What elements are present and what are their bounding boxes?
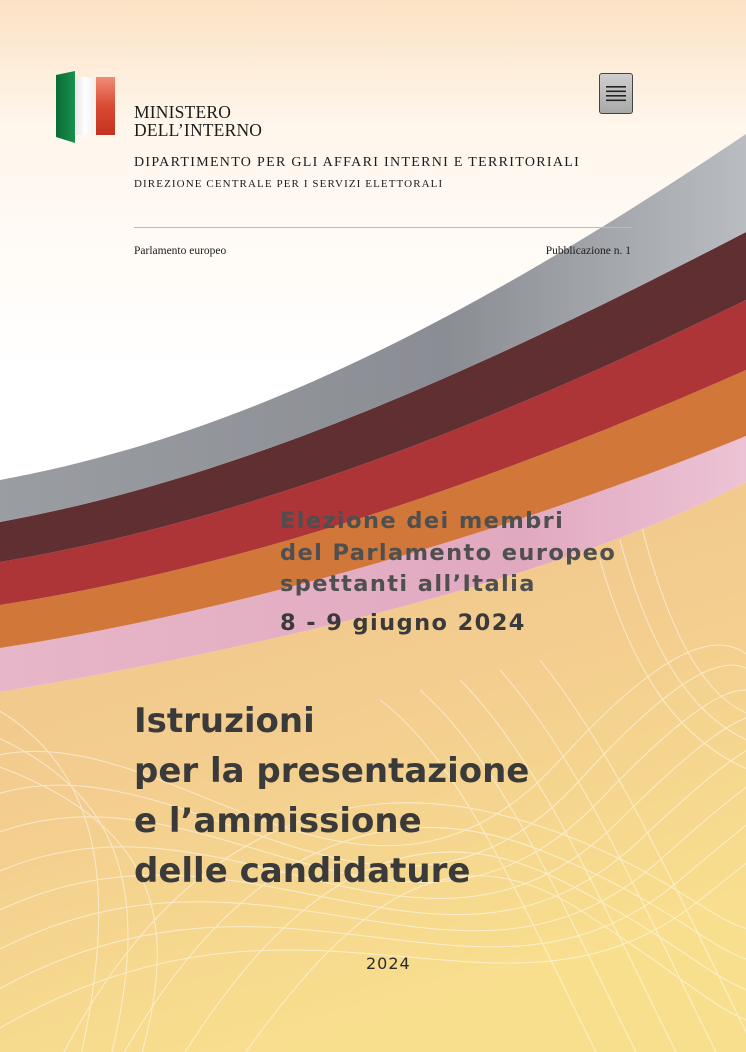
hamburger-menu-icon [606,85,626,103]
ministry-logo [56,71,116,143]
series-label: Parlamento europeo [134,245,227,257]
department-name: DIPARTIMENTO PER GLI AFFARI INTERNI E TERRITORIALI [134,155,581,170]
logo-white-stripe [76,77,94,135]
publication-year: 2024 [366,954,411,973]
header-divider [134,227,632,228]
document-title-line: Istruzioni [134,701,315,741]
document-title-line: per la presentazione [134,751,530,791]
document-title [134,696,529,896]
document-title-line: e l’ammissione [134,801,422,841]
directorate-name: DIREZIONE CENTRALE PER I SERVIZI ELETTORALI [134,178,444,190]
menu-button[interactable] [599,73,633,114]
logo-green-stripe [56,71,75,143]
election-date: 8 - 9 giugno 2024 [280,610,526,636]
election-title-line: spettanti all’Italia [280,571,536,597]
logo-red-stripe [96,77,115,135]
ministry-name [134,103,262,139]
election-title-line: del Parlamento europeo [280,539,617,566]
document-title-line: delle candidature [134,851,471,891]
ministry-name-line2: DELL’INTERNO [134,120,263,140]
election-title [280,506,616,601]
election-title-line: Elezione dei membri [280,508,565,534]
ministry-name-line1: MINISTERO [134,102,232,122]
publication-number: Pubblicazione n. 1 [545,245,631,257]
